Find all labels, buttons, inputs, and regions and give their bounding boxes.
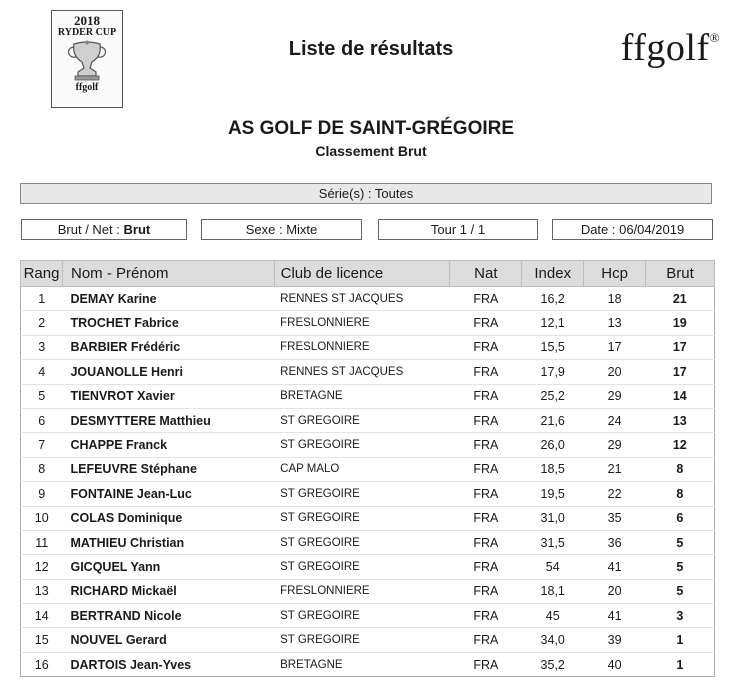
cell-club: ST GREGOIRE [274,604,450,628]
table-row [21,579,715,603]
col-nom: Nom - Prénom [62,261,274,287]
col-brut: Brut [646,261,715,287]
cell-hcp: 29 [584,384,646,408]
cell-brut: 14 [646,384,715,408]
cell-club: FRESLONNIERE [274,335,450,359]
cell-index: 16,2 [522,287,584,311]
cell-brut: 8 [646,457,715,481]
cell-nom: MATHIEU Christian [62,530,274,554]
cell-nom: LEFEUVRE Stéphane [62,457,274,481]
cell-club: FRESLONNIERE [274,311,450,335]
table-row [21,652,715,676]
cell-nat: FRA [450,530,522,554]
cell-nom: GICQUEL Yann [62,555,274,579]
cell-nat: FRA [450,287,522,311]
cell-nat: FRA [450,335,522,359]
table-row [21,482,715,506]
cell-index: 26,0 [522,433,584,457]
table-row [21,360,715,384]
ffgolf-brand-logo [621,26,720,70]
cell-hcp: 20 [584,579,646,603]
cell-nom: TROCHET Fabrice [62,311,274,335]
date-box: Date : 06/04/2019 [552,219,713,240]
cell-hcp: 24 [584,408,646,432]
cell-hcp: 40 [584,652,646,676]
cell-hcp: 18 [584,287,646,311]
col-index: Index [522,261,584,287]
cell-hcp: 39 [584,628,646,652]
table-row [21,311,715,335]
cell-brut: 6 [646,506,715,530]
cell-hcp: 20 [584,360,646,384]
cell-nom: DESMYTTERE Matthieu [62,408,274,432]
brut-net-label: Brut / Net : [57,222,120,237]
cell-brut: 5 [646,555,715,579]
logo-event: RYDER CUP [57,27,117,38]
cell-nom: JOUANOLLE Henri [62,360,274,384]
cell-nat: FRA [450,482,522,506]
ranking-subtitle: Classement Brut [315,143,427,159]
cell-hcp: 21 [584,457,646,481]
cell-nat: FRA [450,604,522,628]
cell-club: ST GREGOIRE [274,628,450,652]
cell-brut: 13 [646,408,715,432]
cell-rang: 10 [21,506,63,530]
cell-index: 31,5 [522,530,584,554]
cell-club: BRETAGNE [274,384,450,408]
sexe-box [201,219,362,240]
cell-rang: 3 [21,335,63,359]
cell-club: ST GREGOIRE [274,555,450,579]
cell-brut: 17 [646,335,715,359]
cell-index: 18,5 [522,457,584,481]
cell-nom: TIENVROT Xavier [62,384,274,408]
cell-nat: FRA [450,506,522,530]
table-row [21,384,715,408]
cell-nom: BERTRAND Nicole [62,604,274,628]
cell-nat: FRA [450,408,522,432]
cell-brut: 8 [646,482,715,506]
cell-club: ST GREGOIRE [274,408,450,432]
page-title: Liste de résultats [288,38,454,60]
cell-nom: CHAPPE Franck [62,433,274,457]
table-row [21,335,715,359]
cell-rang: 13 [21,579,63,603]
cell-index: 25,2 [522,384,584,408]
cell-nat: FRA [450,433,522,457]
tour-box: Tour 1 / 1 [378,219,538,240]
cell-hcp: 17 [584,335,646,359]
cell-nat: FRA [450,311,522,335]
series-bar: Série(s) : Toutes [20,183,712,204]
cell-brut: 12 [646,433,715,457]
cell-nom: DEMAY Karine [62,287,274,311]
club-name: AS GOLF DE SAINT-GRÉGOIRE [227,118,515,139]
cell-hcp: 41 [584,555,646,579]
cell-club: FRESLONNIERE [274,579,450,603]
cell-club: RENNES ST JACQUES [274,287,450,311]
cell-nom: COLAS Dominique [62,506,274,530]
cell-rang: 7 [21,433,63,457]
cell-brut: 5 [646,579,715,603]
logo-sponsor: ffgolf [75,82,99,93]
table-row [21,408,715,432]
cell-nat: FRA [450,652,522,676]
cell-nom: FONTAINE Jean-Luc [62,482,274,506]
cell-hcp: 22 [584,482,646,506]
cell-hcp: 29 [584,433,646,457]
table-row [21,287,715,311]
cell-rang: 16 [21,652,63,676]
cell-rang: 15 [21,628,63,652]
cell-brut: 17 [646,360,715,384]
cell-index: 31,0 [522,506,584,530]
cell-index: 17,9 [522,360,584,384]
brut-net-box [21,219,187,240]
col-nat: Nat [450,261,522,287]
cell-nat: FRA [450,555,522,579]
table-row [21,433,715,457]
table-row [21,506,715,530]
cell-rang: 5 [21,384,63,408]
cell-index: 34,0 [522,628,584,652]
cell-hcp: 36 [584,530,646,554]
cell-nom: RICHARD Mickaël [62,579,274,603]
cell-club: ST GREGOIRE [274,506,450,530]
registered-icon: ® [709,30,720,46]
table-row [21,530,715,554]
cell-club: CAP MALO [274,457,450,481]
cell-nom: DARTOIS Jean-Yves [62,652,274,676]
table-row [21,604,715,628]
cell-rang: 1 [21,287,63,311]
table-row [21,457,715,481]
cell-brut: 3 [646,604,715,628]
cell-index: 54 [522,555,584,579]
cell-index: 18,1 [522,579,584,603]
cell-hcp: 13 [584,311,646,335]
cell-index: 12,1 [522,311,584,335]
cell-rang: 6 [21,408,63,432]
cell-rang: 11 [21,530,63,554]
table-row [21,628,715,652]
cell-brut: 5 [646,530,715,554]
cell-nom: NOUVEL Gerard [62,628,274,652]
cell-nat: FRA [450,579,522,603]
cell-nat: FRA [450,457,522,481]
brand-text: ffgolf [620,27,710,69]
cell-brut: 21 [646,287,715,311]
cell-club: ST GREGOIRE [274,433,450,457]
cell-nom: BARBIER Frédéric [62,335,274,359]
table-header-row [21,261,715,287]
cell-club: ST GREGOIRE [274,482,450,506]
col-rang: Rang [21,261,63,287]
col-club: Club de licence [274,261,450,287]
cell-index: 21,6 [522,408,584,432]
sexe-label: Sexe : [245,222,283,237]
cell-index: 35,2 [522,652,584,676]
logo-year: 2018 [74,13,100,28]
cell-nat: FRA [450,628,522,652]
results-table [20,260,715,677]
cell-hcp: 35 [584,506,646,530]
cell-rang: 4 [21,360,63,384]
brut-net-value: Brut [123,222,151,237]
cell-index: 19,5 [522,482,584,506]
cell-rang: 9 [21,482,63,506]
cell-rang: 12 [21,555,63,579]
table-row [21,555,715,579]
cell-club: RENNES ST JACQUES [274,360,450,384]
cell-brut: 1 [646,628,715,652]
cell-hcp: 41 [584,604,646,628]
col-hcp: Hcp [584,261,646,287]
cell-rang: 8 [21,457,63,481]
cell-brut: 1 [646,652,715,676]
cell-rang: 14 [21,604,63,628]
cell-brut: 19 [646,311,715,335]
cell-club: BRETAGNE [274,652,450,676]
cell-club: ST GREGOIRE [274,530,450,554]
cell-nat: FRA [450,384,522,408]
cell-nat: FRA [450,360,522,384]
cell-rang: 2 [21,311,63,335]
cell-index: 15,5 [522,335,584,359]
cell-index: 45 [522,604,584,628]
sexe-value: Mixte [286,222,318,237]
